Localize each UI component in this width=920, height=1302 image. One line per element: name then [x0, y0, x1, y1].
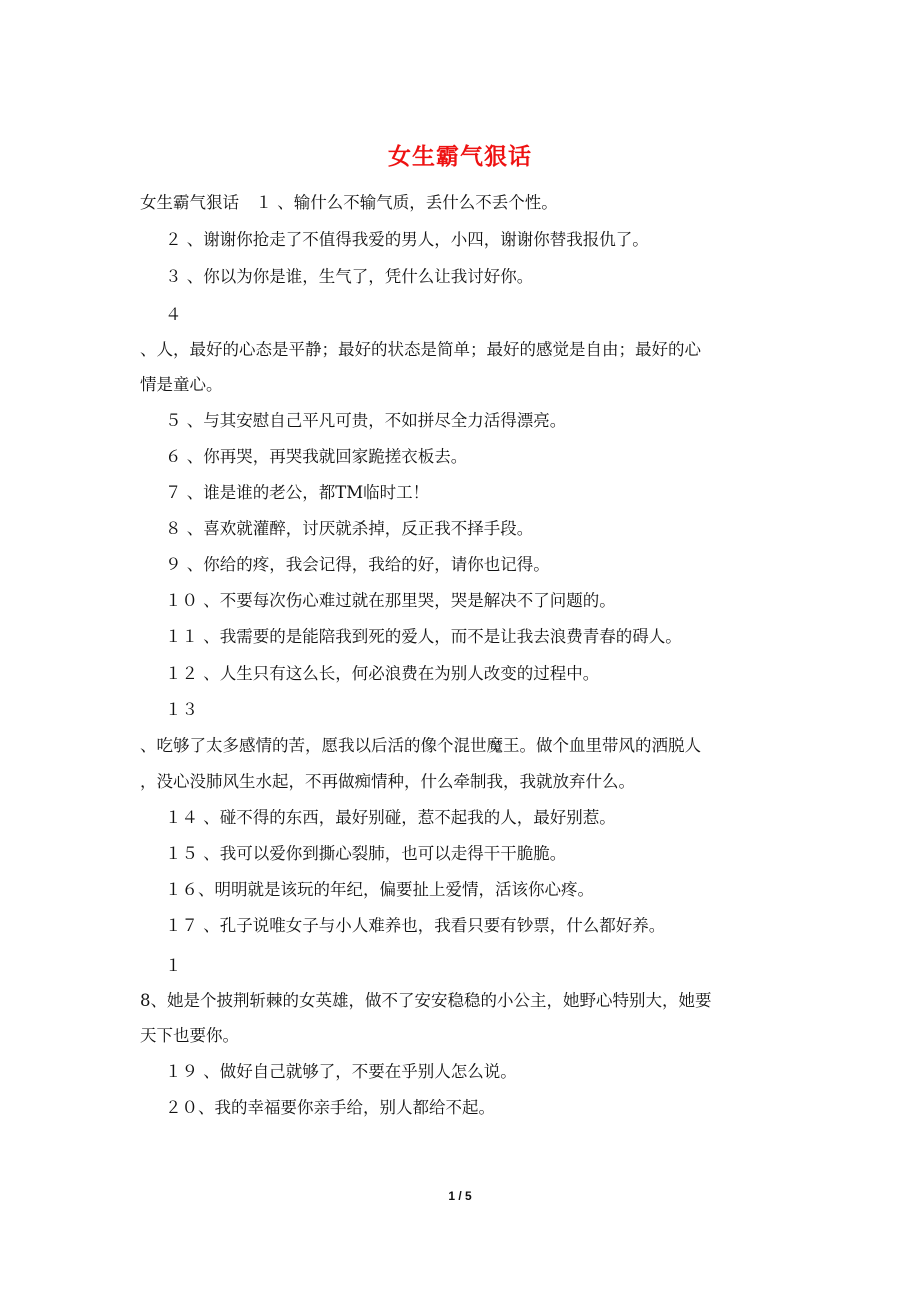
document-title: 女生霸气狠话 — [388, 143, 532, 170]
text-line: ９ 、你给的疼，我会记得，我给的好，请你也记得。 — [165, 555, 550, 574]
text-line: １０ 、不要每次伤心难过就在那里哭，哭是解决不了问题的。 — [165, 591, 616, 610]
text-line: 8、她是个披荆斩棘的女英雄，做不了安安稳稳的小公主，她野心特别大，她要 — [140, 991, 712, 1010]
text-line: １９ 、做好自己就够了，不要在乎别人怎么说。 — [165, 1062, 517, 1081]
text-line: １４ 、碰不得的东西，最好别碰，惹不起我的人，最好别惹。 — [165, 808, 616, 827]
text-line: ，没心没肺风生水起，不再做痴情种，什么牵制我，我就放弃什么。 — [140, 772, 635, 791]
text-line: ６ 、你再哭，再哭我就回家跪搓衣板去。 — [165, 447, 468, 466]
text-line: ８ 、喜欢就灌醉，讨厌就杀掉，反正我不择手段。 — [165, 519, 534, 538]
text-line: １１ 、我需要的是能陪我到死的爱人，而不是让我去浪费青春的碍人。 — [165, 627, 682, 646]
text-line: 、吃够了太多感情的苦，愿我以后活的像个混世魔王。做个血里带风的洒脱人 — [140, 736, 701, 755]
page-number: 1 / 5 — [448, 1189, 472, 1203]
text-line: 女生霸气狠话 １ 、输什么不输气质，丢什么不丢个性。 — [140, 193, 558, 212]
text-line: ５ 、与其安慰自己平凡可贵，不如拼尽全力活得漂亮。 — [165, 411, 567, 430]
text-line: ２０、我的幸福要你亲手给，别人都给不起。 — [165, 1098, 495, 1117]
text-line: 天下也要你。 — [140, 1026, 239, 1045]
text-line: 情是童心。 — [140, 375, 223, 394]
text-line: 、人，最好的心态是平静；最好的状态是简单；最好的感觉是自由；最好的心 — [140, 340, 701, 359]
text-line: １６、明明就是该玩的年纪，偏要扯上爱情，活该你心疼。 — [165, 880, 594, 899]
text-line: ４ — [165, 305, 182, 324]
text-line: １２ 、人生只有这么长，何必浪费在为别人改变的过程中。 — [165, 664, 600, 683]
text-line: １３ — [165, 700, 198, 719]
text-line: ３ 、你以为你是谁，生气了，凭什么让我讨好你。 — [165, 267, 534, 286]
text-line: １ — [165, 956, 182, 975]
text-line: １５ 、我可以爱你到撕心裂肺，也可以走得干干脆脆。 — [165, 844, 567, 863]
text-line: １７ 、孔子说唯女子与小人难养也，我看只要有钞票，什么都好养。 — [165, 916, 666, 935]
text-line: ２ 、谢谢你抢走了不值得我爱的男人，小四，谢谢你替我报仇了。 — [165, 230, 649, 249]
text-line: ７ 、谁是谁的老公，都TM临时工！ — [165, 483, 430, 502]
